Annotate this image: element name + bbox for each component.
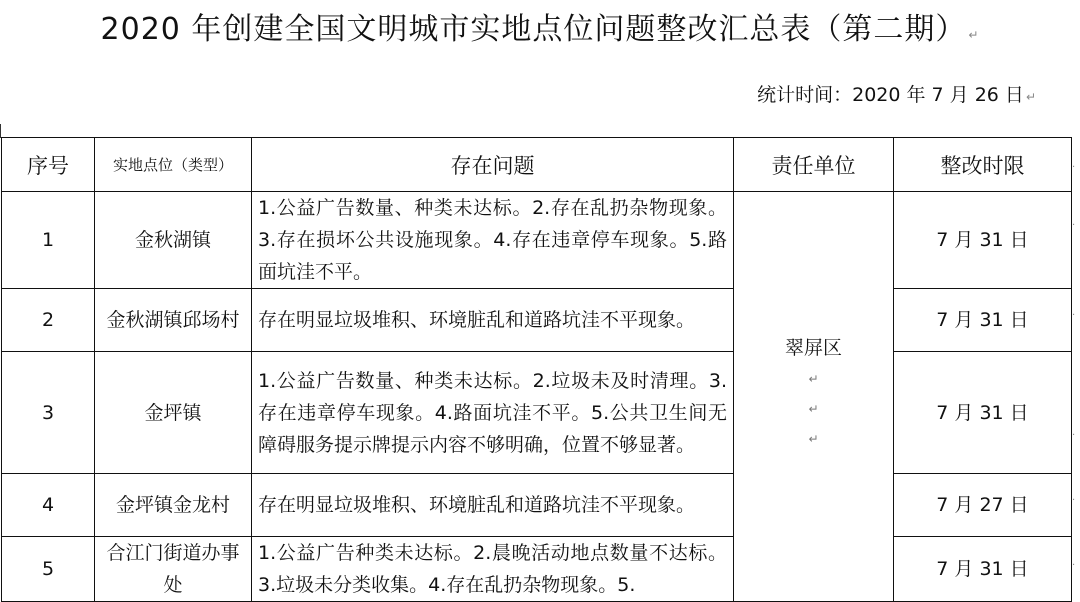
responsible-unit: 翠屏区	[784, 337, 842, 359]
header-issues: 存在问题	[252, 138, 734, 192]
paragraph-mark-icon: ↵	[1025, 90, 1036, 104]
paragraph-mark-icon: ↵	[808, 432, 819, 446]
row-deadline: 7 月 31 日	[894, 352, 1072, 474]
row-end-marker: ·	[1072, 220, 1076, 231]
table-row	[2, 537, 1072, 602]
row-issues: 存在明显垃圾堆积、环境脏乱和道路坑洼不平现象。	[252, 474, 734, 537]
row-deadline: 7 月 31 日	[894, 289, 1072, 352]
row-end-marker: ·	[1072, 430, 1076, 441]
rectification-table	[1, 137, 1072, 602]
row-number: 5	[2, 537, 95, 602]
table-corner-marker	[0, 124, 7, 138]
row-location: 合江门街道办事处	[95, 537, 252, 602]
table-row	[2, 474, 1072, 537]
row-location: 金秋湖镇邱场村	[95, 289, 252, 352]
table-row	[2, 352, 1072, 474]
header-deadline: 整改时限	[894, 138, 1072, 192]
row-issues: 1.公益广告种类未达标。2.晨晚活动地点数量不达标。3.垃圾未分类收集。4.存在乱扔杂物现象。5.	[252, 537, 734, 602]
row-number: 4	[2, 474, 95, 537]
paragraph-mark-icon: ↵	[808, 372, 819, 386]
row-end-marker: ·	[1072, 310, 1076, 321]
header-location: 实地点位（类型）	[95, 138, 252, 192]
header-responsible-unit: 责任单位	[734, 138, 894, 192]
row-number: 1	[2, 192, 95, 289]
table-row	[2, 289, 1072, 352]
row-end-marker: ·	[1072, 495, 1076, 506]
paragraph-mark-icon: ↵	[808, 402, 819, 416]
row-issues: 存在明显垃圾堆积、环境脏乱和道路坑洼不平现象。	[252, 289, 734, 352]
row-number: 2	[2, 289, 95, 352]
row-deadline: 7 月 27 日	[894, 474, 1072, 537]
paragraph-mark-icon: ↵	[968, 28, 980, 42]
row-location: 金坪镇金龙村	[95, 474, 252, 537]
table-header-row	[2, 138, 1072, 192]
row-deadline: 7 月 31 日	[894, 192, 1072, 289]
row-location: 金坪镇	[95, 352, 252, 474]
row-end-marker: ·	[1072, 560, 1076, 571]
row-end-marker: ·	[1072, 162, 1076, 173]
row-issues: 1.公益广告数量、种类未达标。2.垃圾未及时清理。3.存在违章停车现象。4.路面坑洼不平。5.公共卫生间无障碍服务提示牌提示内容不够明确，位置不够显著。	[252, 352, 734, 474]
statistics-date: 统计时间：2020 年 7 月 26 日 ↵	[757, 84, 1036, 106]
row-issues: 1.公益广告数量、种类未达标。2.存在乱扔杂物现象。3.存在损坏公共设施现象。4.存在违章停车现象。5.路面坑洼不平。	[252, 192, 734, 289]
responsible-unit-cell	[734, 192, 894, 602]
header-serial-number: 序号	[2, 138, 95, 192]
table-row	[2, 192, 1072, 289]
page-title: 2020 年创建全国文明城市实地点位问题整改汇总表（第二期） ↵	[100, 12, 980, 47]
row-deadline: 7 月 31 日	[894, 537, 1072, 602]
row-location: 金秋湖镇	[95, 192, 252, 289]
row-number: 3	[2, 352, 95, 474]
